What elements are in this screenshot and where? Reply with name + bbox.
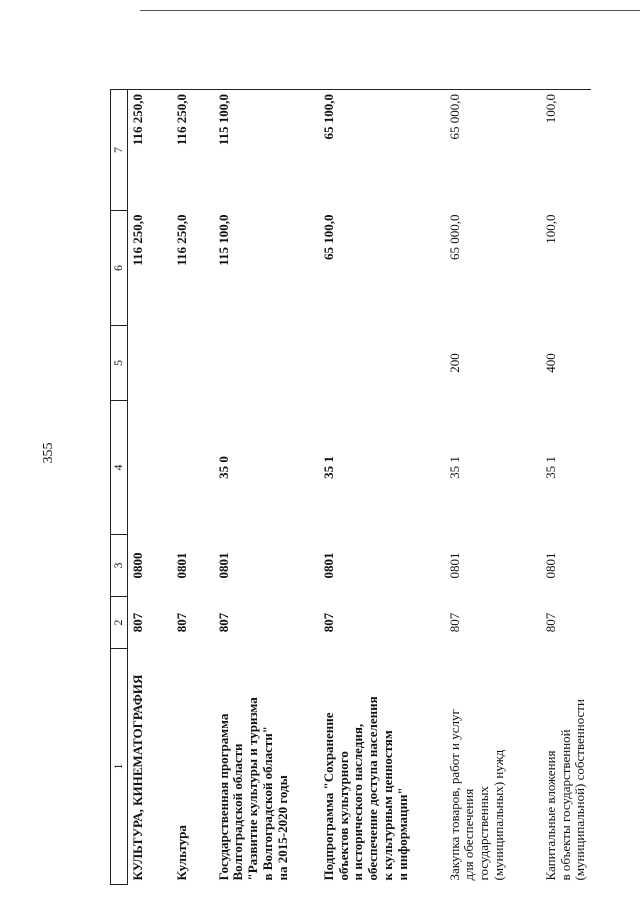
table-row: [149, 90, 193, 885]
value-cell-c7: 100,0: [510, 90, 591, 211]
value-cell-c3: 0801: [542, 552, 558, 579]
value-cell-c4: 35 1: [320, 456, 336, 479]
value-cell-c5: [294, 326, 414, 401]
col-header: 3: [111, 535, 128, 597]
row-name-cell: Закупка товаров, работ и услуг для обеспечения государственных (муниципальных) нужд: [446, 709, 506, 881]
col-header: 2: [111, 597, 128, 649]
value-cell-c2: 807: [542, 612, 558, 633]
row-name-cell: Государственная программа Волгоградской области "Развитие культуры и туризма в Волгоградской области" на 2015-2020 годы: [215, 697, 290, 881]
table-row: [128, 90, 149, 885]
row-name-cell: КУЛЬТУРА, КИНЕМАТОГРАФИЯ: [130, 674, 145, 881]
top-rule: [140, 10, 640, 11]
row-name-cell: Культура: [173, 825, 189, 881]
value-cell-c6: 115 100,0: [215, 214, 231, 266]
table-row: [294, 90, 414, 885]
page-number: 355: [41, 442, 56, 464]
value-cell-c4: 35 0: [215, 456, 231, 479]
col-header: 5: [111, 326, 128, 401]
value-cell-c3: 0801: [173, 552, 189, 579]
value-cell-c7: 116 250,0: [128, 90, 149, 211]
value-cell-c4: [149, 401, 193, 535]
value-cell-c6: 65 000,0: [446, 214, 462, 260]
row-name-cell: Капитальные вложения в объекты государственной (муниципальной) собственности: [542, 699, 588, 881]
value-cell-c2: 807: [215, 612, 231, 633]
value-cell-c5: [149, 326, 193, 401]
value-cell-c7: 116 250,0: [149, 90, 193, 211]
value-cell-c7: 115 100,0: [193, 90, 294, 211]
value-cell-c3: 0800: [130, 552, 145, 579]
value-cell-c5: 200: [446, 353, 462, 373]
value-cell-c5: [193, 326, 294, 401]
value-cell-c7: 65 000,0: [414, 90, 510, 211]
value-cell-c3: 0801: [320, 552, 336, 579]
value-cell-c2: 807: [446, 612, 462, 633]
value-cell-c6: 65 100,0: [320, 214, 336, 260]
value-cell-c6: 100,0: [542, 214, 558, 244]
value-cell-c4: [128, 401, 149, 535]
col-header: 6: [111, 211, 128, 326]
value-cell-c6: 116 250,0: [173, 214, 189, 266]
value-cell-c5: 400: [542, 353, 558, 373]
budget-table-sheet: [110, 90, 638, 885]
table-row: [414, 90, 510, 885]
col-header: 4: [111, 401, 128, 535]
value-cell-c4: 35 1: [446, 456, 462, 479]
value-cell-c3: 0801: [446, 552, 462, 579]
value-cell-c5: [128, 326, 149, 401]
table-row: [193, 90, 294, 885]
row-name-cell: Подпрограмма "Сохранение объектов культурного и исторического наследия, обеспечение доступа населения к культурным ценностям и информации": [320, 696, 410, 881]
value-cell-c4: 35 1: [542, 456, 558, 479]
value-cell-c6: 116 250,0: [130, 214, 145, 266]
header-row: [111, 90, 128, 885]
value-cell-c3: 0801: [215, 552, 231, 579]
value-cell-c7: 65 100,0: [294, 90, 414, 211]
budget-table: [110, 89, 591, 885]
value-cell-c2: 807: [130, 612, 145, 633]
table-row: [510, 90, 591, 885]
value-cell-c2: 807: [320, 612, 336, 633]
col-header: 7: [111, 90, 128, 211]
value-cell-c2: 807: [173, 612, 189, 633]
col-header: 1: [111, 649, 128, 885]
